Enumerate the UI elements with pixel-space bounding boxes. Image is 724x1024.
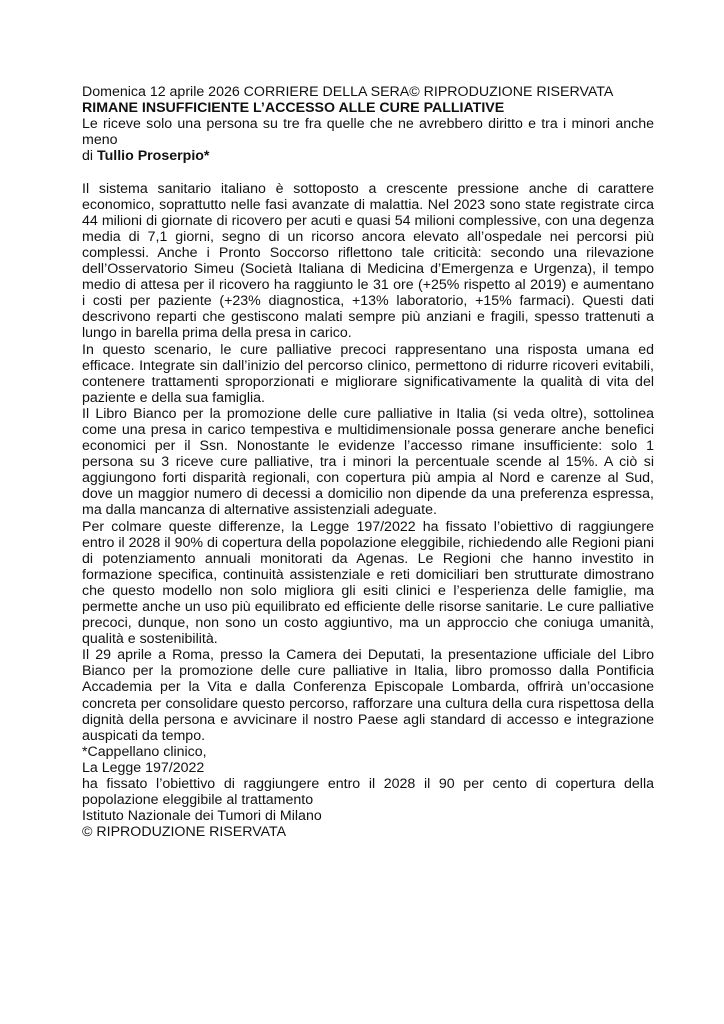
law-text: ha fissato l’obiettivo di raggiungere entro il 2028 il 90 per cento di copertura della popolazione eleggibile al trattamento bbox=[82, 776, 654, 809]
dateline: Domenica 12 aprile 2026 CORRIERE DELLA SERA© RIPRODUZIONE RISERVATA bbox=[82, 84, 614, 100]
body-paragraph: Per colmare queste differenze, la Legge 197/2022 ha fissato l’obiettivo di raggiungere entro il 2028 il 90% di copertura della popolazione eleggibile, richiedendo alle Regioni piani di potenziamento annuali monitorati da Agenas. Le Regioni che hanno investito in formazione specifica, continuità assistenziale e reti domiciliari ben strutturate dimostrano che questo modello non solo migliora gli esiti clinici e l’esperienza delle famiglie, ma permette anche un uso più equilibrato ed efficiente delle risorse sanitarie. Le cure palliative precoci, dunque, non sono un costo aggiuntivo, ma un approccio che coniuga umanità, qualità e sostenibilità. bbox=[82, 518, 654, 648]
body-paragraph: Il sistema sanitario italiano è sottoposto a crescente pressione anche di carattere economico, soprattutto nelle fasi avanzate di malattia. Nel 2023 sono state registrate circa 44 milioni di giornate di ricovero per acuti e quasi 54 milioni complessive, con una degenza media di 7,1 giorni, segno di un ricorso ancora elevato all’ospedale nei percorsi più complessi. Anche i Pronto Soccorso riflettono tale criticità: secondo una rilevazione dell’Osservatorio Simeu (Società Italiana di Medicina d’Emergenza e Urgenza), il tempo medio di attesa per il ricovero ha raggiunto le 31 ore (+25% rispetto al 2019) e aumentano i costi per paziente (+23% diagnostica, +13% laboratorio, +15% farmaci). Questi dati descrivono reparti che gestiscono malati sempre più anziani e fragili, spesso trattenuti a lungo in barella prima della presa in carico. bbox=[82, 180, 654, 342]
headline: RIMANE INSUFFICIENTE L’ACCESSO ALLE CURE PALLIATIVE bbox=[82, 100, 505, 117]
body-paragraph: In questo scenario, le cure palliative precoci rappresentano una risposta umana ed efficace. Integrate sin dall’inizio del percorso clinico, permettono di ridurre ricoveri evitabili, contenere trattamenti sproporzionati e migliorare significativamente la qualità di vita del paziente e della sua famiglia. bbox=[82, 341, 654, 406]
copyright-notice: © RIPRODUZIONE RISERVATA bbox=[82, 824, 287, 841]
subheadline: Le riceve solo una persona su tre fra quelle che ne avrebbero diritto e tra i minori anche meno bbox=[82, 116, 654, 149]
spacer bbox=[82, 164, 654, 180]
body-paragraph: Il Libro Bianco per la promozione delle cure palliative in Italia (si veda oltre), sottolinea come una presa in carico tempestiva e multidimensionale possa generare anche benefici economici per il Ssn. Nonostante le evidenze l’accesso rimane insufficiente: solo 1 persona su 3 riceve cure palliative, tra i minori la percentuale scende al 15%. A ciò si aggiungono forti disparità regionali, con copertura più ampia al Nord e carenze al Sud, dove un maggior numero di decessi a domicilio non dipende da una preferenza espressa, ma dalla mancanza di alternative assistenziali adeguate. bbox=[82, 405, 654, 519]
article bbox=[82, 84, 654, 840]
byline bbox=[82, 148, 654, 164]
body-paragraph: Il 29 aprile a Roma, presso la Camera dei Deputati, la presentazione ufficiale del Libro Bianco per la promozione delle cure palliative in Italia, libro promosso dalla Pontificia Accademia per la Vita e dalla Conferenza Episcopale Lombarda, offrirà un’occasione concreta per consolidare questo percorso, rafforzare una cultura della cura rispettosa della dignità della persona e avvicinare il nostro Paese agli standard di accesso e integrazione auspicati da tempo. bbox=[82, 647, 654, 744]
author-name: Tullio Proserpio* bbox=[96, 148, 210, 165]
institution: Istituto Nazionale dei Tumori di Milano bbox=[82, 808, 322, 825]
law-title: La Legge 197/2022 bbox=[82, 759, 205, 776]
author-role: *Cappellano clinico, bbox=[82, 743, 207, 760]
byline-prefix: di bbox=[82, 148, 97, 165]
